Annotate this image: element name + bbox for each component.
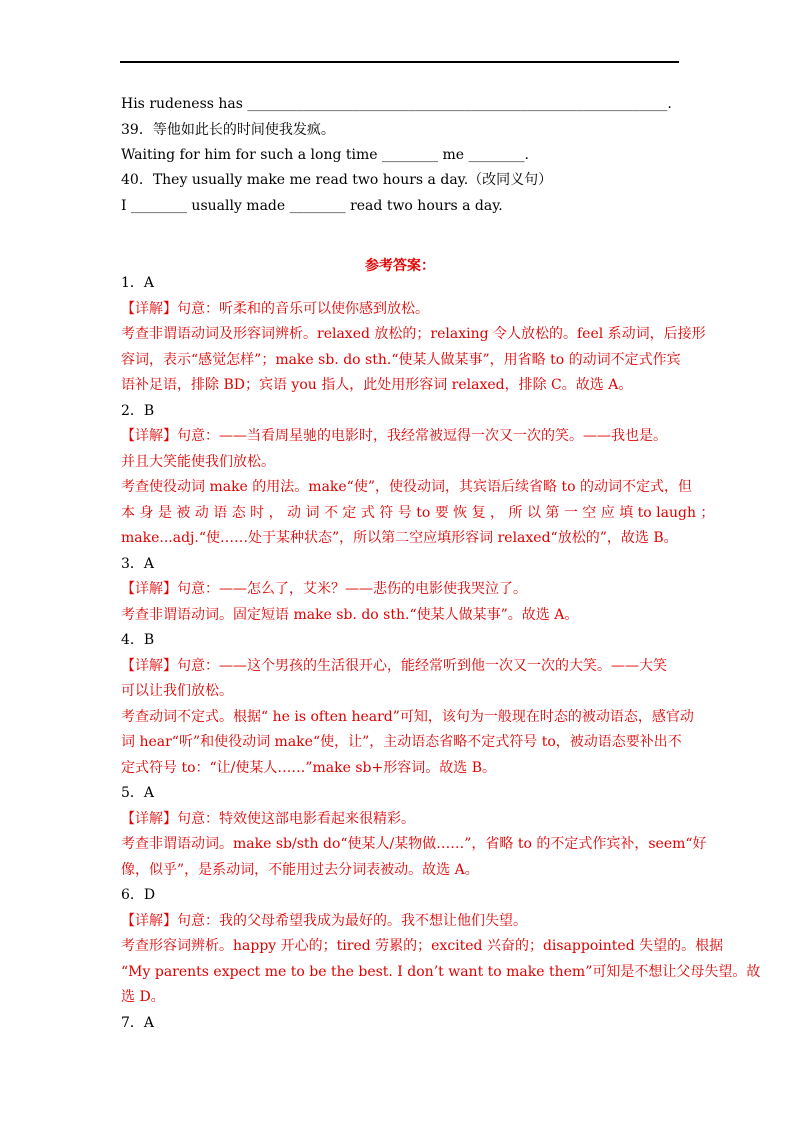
- answer-explanation-line: 定式符号 to：“让/使某人……”make sb+形容词。故选 B。: [121, 759, 496, 776]
- answer-explanation-line: 考查形容词辨析。happy 开心的；tired 劳累的；excited 兴奋的；disappointed 失望的。根据: [121, 938, 724, 954]
- answer-explanation-line: 考查非谓语动词。make sb/sth do“使某人/某物做……”，省略 to 的不定式作宾补，seem“好: [121, 836, 707, 852]
- question-40-answer-line: I ________ usually made ________ read two hours a day.: [121, 198, 503, 214]
- answer-explanation-line: 考查非谓语动词。固定短语 make sb. do sth.“使某人做某事”。故选 A。: [121, 606, 579, 623]
- answer-explanation-line: 【详解】句意：——怎么了，艾米？——悲伤的电影使我哭泣了。: [121, 581, 527, 597]
- answer-explanation-line: 【详解】句意：听柔和的音乐可以使你感到放松。: [121, 300, 429, 317]
- question-38-tail: His rudeness has ____________________________________________________________.: [121, 96, 672, 112]
- answer-number-line: 2．B: [121, 402, 155, 419]
- answer-explanation-line: 像，似乎”，是系动词，不能用过去分词表被动。故选 A。: [121, 861, 479, 878]
- answer-explanation-line: 并且大笑能使我们放松。: [121, 453, 275, 470]
- question-39-answer-line: Waiting for him for such a long time ________ me ________.: [121, 147, 529, 163]
- answer-explanation-line: 考查使役动词 make 的用法。make“使”，使役动词，其宾语后续省略 to 的动词不定式，但: [121, 479, 692, 495]
- question-40-prompt: 40．They usually make me read two hours a day.（改同义句）: [121, 172, 553, 188]
- answer-explanation-line: 本 身 是 被 动 语 态 时 ， 动 词 不 定 式 符 号 to 要 恢 复 ， 所 以 第 一 空 应 填 to laugh ；: [121, 504, 715, 521]
- answer-explanation-line: 【详解】句意：——这个男孩的生活很开心，能经常听到他一次又一次的大笑。——大笑: [121, 657, 667, 674]
- answer-explanation-line: 语补足语，排除 BD；宾语 you 指人，此处用形容词 relaxed，排除 C。故选 A。: [121, 377, 633, 393]
- answer-explanation-line: 【详解】句意：我的父母希望我成为最好的。我不想让他们失望。: [121, 912, 527, 929]
- answer-explanation-line: make...adj.“使……处于某种状态”，所以第二空应填形容词 relaxed“放松的”，故选 B。: [121, 530, 678, 546]
- answer-number-line: 3．A: [121, 555, 155, 572]
- answer-explanation-line: “My parents expect me to be the best. I don’t want to make them”可知是不想让父母失望。故: [121, 963, 761, 980]
- answer-explanation-line: 考查动词不定式。根据“ he is often heard”可知，该句为一般现在时态的被动语态，感官动: [121, 708, 694, 725]
- answer-explanation-line: 选 D。: [121, 989, 165, 1005]
- answer-explanation-line: 【详解】句意：特效使这部电影看起来很精彩。: [121, 810, 415, 827]
- answer-number-line: 7．A: [121, 1014, 155, 1031]
- answer-explanation-line: 考查非谓语动词及形容词辨析。relaxed 放松的；relaxing 令人放松的。feel 系动词，后接形: [121, 326, 706, 342]
- answer-number-line: 6．D: [121, 887, 156, 903]
- answer-number-line: 4．B: [121, 632, 155, 648]
- header-divider: [120, 61, 679, 63]
- answer-explanation-line: 词 hear“听”和使役动词 make“使，让”，主动语态省略不定式符号 to，被动语态要补出不: [121, 734, 682, 750]
- question-39-prompt: 39．等他如此长的时间使我发疯。: [121, 122, 335, 138]
- answer-number-line: 5．A: [121, 785, 155, 801]
- answer-explanation-line: 容词，表示“感觉怎样”；make sb. do sth.“使某人做某事”，用省略 to 的动词不定式作宾: [121, 351, 681, 368]
- answer-explanation-line: 【详解】句意：——当看周星驰的电影时，我经常被逗得一次又一次的笑。——我也是。: [121, 428, 667, 444]
- answer-explanation-line: 可以让我们放松。: [121, 683, 233, 699]
- answer-key-title: 参考答案：: [365, 258, 435, 274]
- answer-number-line: 1．A: [121, 275, 155, 291]
